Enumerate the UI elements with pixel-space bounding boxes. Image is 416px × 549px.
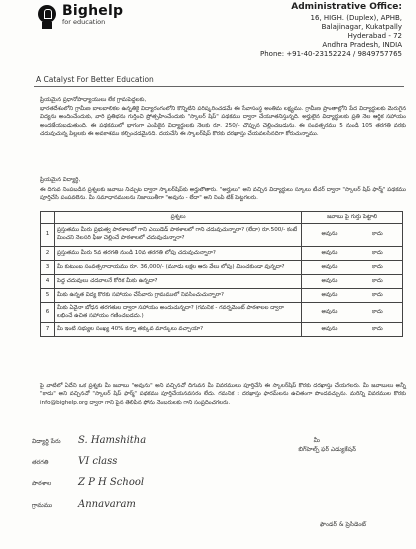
place-label: గ్రామము — [32, 502, 53, 509]
table-header-answer: జవాబు పై గుర్తు పెట్టాలి — [302, 212, 403, 224]
yes-option[interactable]: అవును — [321, 291, 338, 298]
answer-cell — [302, 289, 403, 303]
yes-option[interactable]: అవును — [321, 308, 338, 315]
row-number: 2 — [41, 247, 55, 261]
school-label: పాఠశాల — [32, 480, 52, 487]
header-divider — [34, 86, 404, 87]
address-line: Andhra Pradesh, INDIA — [322, 41, 402, 49]
answer-cell — [302, 323, 403, 337]
table-row — [41, 275, 403, 289]
name-label: విద్యార్థి పేరు — [32, 438, 61, 445]
yes-option[interactable]: అవును — [321, 277, 338, 284]
address-line: Hyderabad - 72 — [347, 32, 402, 40]
founder-title: ఫౌండర్ & ప్రెసిడెంట్ — [319, 521, 366, 528]
row-question: మీకు ఏవైనా బోధన తరగతుల ద్వారా సహాయం అందుచున్నదా? (గమనిక - గవర్నమెంట్ పాఠశాలల ద్వారా లభించే ఉచిత సహాయం గణించబడదు.) — [54, 303, 301, 323]
table-row — [41, 261, 403, 275]
brand-subtitle: for education — [62, 18, 106, 26]
office-title: Administrative Office: — [291, 2, 402, 12]
row-question: మీ ఇంటి సభ్యుల సంఖ్య 40% కన్నా తక్కువ మార్కులు వచ్చాయా? — [54, 323, 301, 337]
form-row-class — [32, 456, 117, 467]
row-number: 5 — [41, 289, 55, 303]
no-option[interactable]: కాదు — [371, 325, 383, 332]
no-option[interactable]: కాదు — [371, 231, 383, 238]
eligibility-table — [40, 211, 403, 337]
answer-cell — [302, 247, 403, 261]
sign-off: మీ — [313, 437, 320, 444]
row-question: ప్రస్తుతము మీరు ప్రభుత్వ పాఠశాలలో గాని ఎయిడెడ్ పాఠశాలలో గాని చదువుచున్నారా? (లేదా) రూ.500/- కంటే మించని నెలసరి ఫీజు చెల్లించే పాఠశాలలో చదువుచున్నారా? — [54, 224, 301, 247]
row-question: ప్రస్తుతము మీరు 5వ తరగతి నుండి 10వ తరగతి లోపు చదువుచున్నారా? — [54, 247, 301, 261]
instructions-paragraph: ఈ దిగువ నింపబడిన ప్రశ్నలకు జవాబు నిచ్చుట ద్వారా స్కాలర్‌షిప్‌కు అర్హులౌతారు. "అర్హులు" అని వచ్చిన విద్యార్థులు స్కూలు టీచర్ ద్వారా "స్కాలర్ షిప్ ఫార్మ్" పథకము పూర్తిచేసి పంపవలెను. మీ సమాధానములను నిజాయితీగా "అవును - లేదా" అని నింపి టిక్ పెట్టగలరు. — [40, 187, 406, 202]
row-number: 4 — [41, 275, 55, 289]
address-line: Balajinagar, Kukatpally — [321, 23, 402, 31]
yes-option[interactable]: అవును — [321, 263, 338, 270]
no-option[interactable]: కాదు — [371, 277, 383, 284]
organization-signature: బిగ్‌హెల్ప్ ఫర్ ఎడ్యుకేషన్ — [298, 446, 356, 453]
no-option[interactable]: కాదు — [371, 308, 383, 315]
row-number: 3 — [41, 261, 55, 275]
table-header-no — [41, 212, 55, 224]
bulb-icon — [36, 3, 58, 31]
tagline: A Catalyst For Better Education — [36, 75, 154, 84]
table-header-question: ప్రశ్నలు — [54, 212, 301, 224]
row-question: పెద్ద చదువులు చదవాలనే కోరిక మీకు ఉన్నదా? — [54, 275, 301, 289]
no-option[interactable]: కాదు — [371, 249, 383, 256]
no-option[interactable]: కాదు — [371, 291, 383, 298]
salutation: ప్రియమైన ప్రధానోపాధ్యాయులు లేక గ్రామపెద్దలకు, — [40, 97, 147, 103]
answer-cell — [302, 275, 403, 289]
class-label: తరగతి — [32, 459, 49, 466]
row-question: మీ కుటుంబ సంవత్సరాదాయము రూ. 36,000/- (మూడు లక్షల ఆరు వేలు లోపు) మించకుండా వున్నదా? — [54, 261, 301, 275]
table-row — [41, 303, 403, 323]
table-row — [41, 289, 403, 303]
table-row — [41, 323, 403, 337]
yes-option[interactable]: అవును — [321, 325, 338, 332]
phone-line: Phone: +91-40-23152224 / 9849757765 — [260, 50, 402, 58]
no-option[interactable]: కాదు — [371, 263, 383, 270]
school-value[interactable]: Z P H School — [78, 477, 145, 488]
row-number: 1 — [41, 224, 55, 247]
student-greeting: ప్రియమైన విద్యార్థి, — [40, 177, 81, 183]
form-row-school — [32, 477, 144, 488]
yes-option[interactable]: అవును — [321, 231, 338, 238]
form-row-place — [32, 499, 136, 510]
table-row — [41, 247, 403, 261]
row-number: 6 — [41, 303, 55, 323]
row-number: 7 — [41, 323, 55, 337]
address-line: 16, HIGH. (Duplex), APHB, — [310, 14, 402, 22]
answer-cell — [302, 261, 403, 275]
class-value[interactable]: VI class — [78, 456, 118, 467]
place-value[interactable]: Annavaram — [78, 499, 136, 510]
bighelp-logo — [36, 3, 123, 31]
table-row — [41, 224, 403, 247]
brand-name: Bighelp — [62, 3, 124, 19]
intro-paragraph: భారతదేశంలోని గ్రామీణ బాలబాలికల ఉన్నతికై విద్యారంగంలోని కొన్నిటిని పరిష్కరించడమే ఈ సేవాసంస్థ అంతిమ లక్ష్యము. గ్రామీణ ప్రాంతాల్లోని పేద విద్యార్థులకు మెరుగైన విద్యను అందించేందుకు, వారి ప్రతిభను గుర్తించి ప్రోత్సహించేందుకు "స్కాలర్ షిప్" పథకము ద్వారా చేయూతనిస్తున్నది. అర్హులైన విద్యార్థులకు ప్రతి నెల ఆర్థిక సహాయం అందజేయబడుతుంది. ఈ పథకములో భాగంగా ఎంపికైన విద్యార్థులకు నెలకు రూ. 250/- చొప్పున చెల్లించబడును. ఈ సంవత్సరము 5 నుండి 105 తరగతి వరకు చదువుచున్న పిల్లలకు ఈ అవకాశము కల్పించడమైనది. దయచేసి ఈ స్కాలర్‌షిప్ కొరకు దరఖాస్తు చేయవలసినదిగా కోరుచున్నాము. — [40, 106, 406, 138]
row-question: మీకు ఉన్నత విద్య కొరకు సహాయం చేసేవారు గ్రామములో నివసించుచున్నారా? — [54, 289, 301, 303]
yes-option[interactable]: అవును — [321, 249, 338, 256]
answer-cell — [302, 303, 403, 323]
closing-paragraph: పై వాటిలో ఏదేని ఒక ప్రశ్నకు మీ జవాబు "అవును" అని వచ్చినచో దిగువన మీ వివరములు పూర్తిచేసి ఈ స్కాలర్‌షిప్ కొరకు దరఖాస్తు చేయగలరు. మీ జవాబులు అన్నీ "కాదు" అని వచ్చినచో "స్కాలర్ షిప్ ఫార్మ్" పథకము పూర్తిచేయనవసరం లేదు. గమనిక : దరఖాస్తు ఫారమ్‌లను ఉచితంగా పొందవచ్చును. మరిన్ని వివరముల కొరకు info@bighelp.org ద్వారా గాని పైన తెలిపిన ఫోను నెంబరులకు గాని సంప్రదించగలరు. — [40, 383, 406, 406]
name-value[interactable]: S. Hamshitha — [78, 435, 147, 446]
answer-cell — [302, 224, 403, 247]
office-address-block — [260, 3, 402, 59]
form-row-name — [32, 435, 146, 446]
